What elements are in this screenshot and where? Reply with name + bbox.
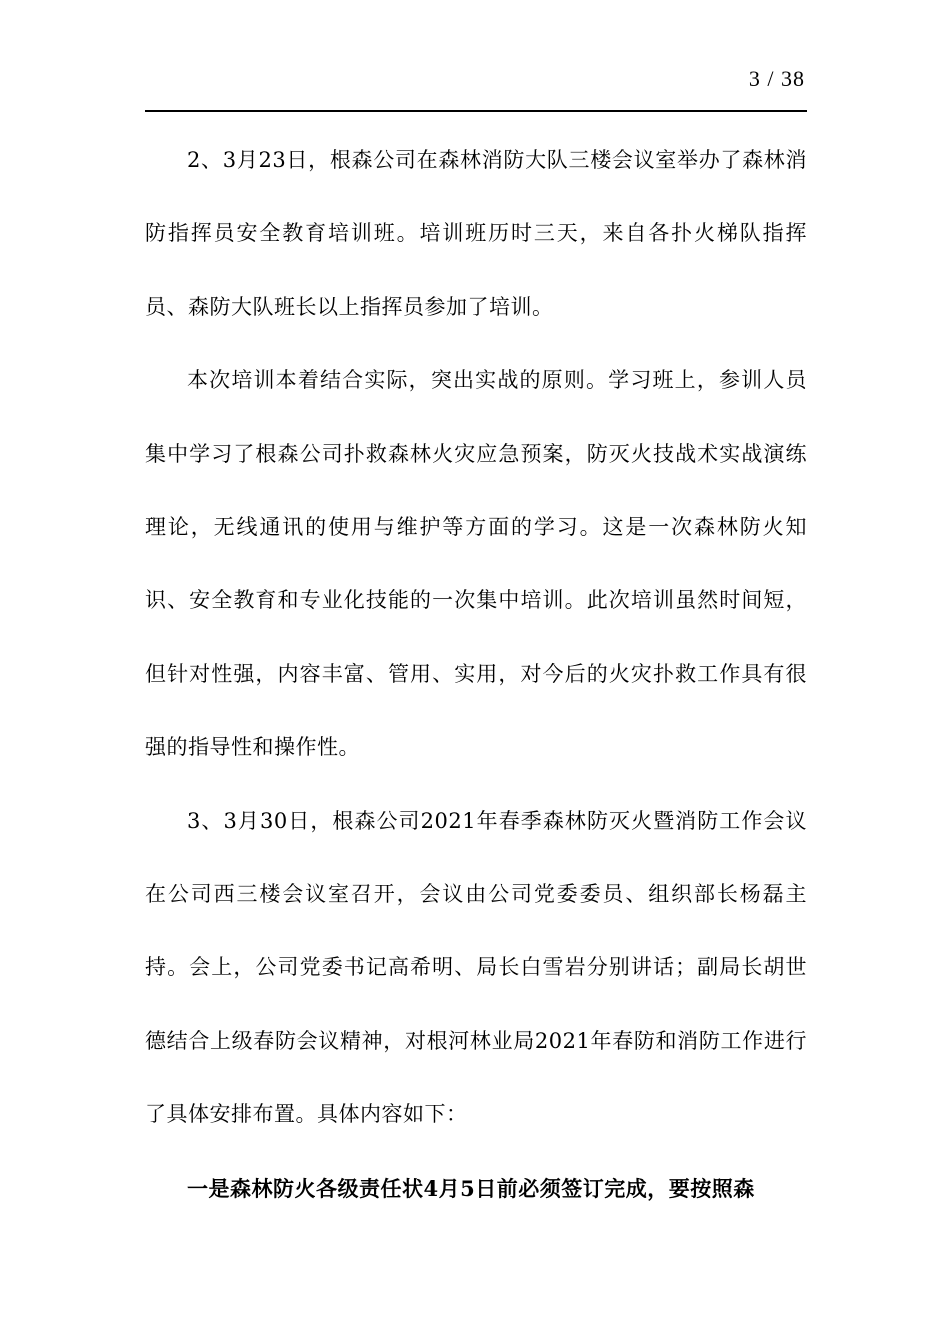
paragraph-training-class: 2、3月23日，根森公司在森林消防大队三楼会议室举办了森林消防指挥员安全教育培训班。培训班历时三天，来自各扑火梯队指挥员、森防大队班长以上指挥员参加了培训。 bbox=[145, 148, 807, 319]
paragraph-training-content: 本次培训本着结合实际，突出实战的原则。学习班上，参训人员集中学习了根森公司扑救森林火灾应急预案，防灭火技战术实战演练理论，无线通讯的使用与维护等方面的学习。这是一次森林防火知识、安全教育和专业化技能的一次集中培训。此次培训虽然时间短，但针对性强，内容丰富、管用、实用，对今后的火灾扑救工作具有很强的指导性和操作性。 bbox=[145, 368, 807, 760]
page-number: 3 / 38 bbox=[748, 66, 805, 91]
document-body bbox=[145, 124, 807, 1225]
paragraph-item-one: 一是森林防火各级责任状4月5日前必须签订完成，要按照森 bbox=[187, 1175, 755, 1201]
paragraph-spring-meeting: 3、3月30日，根森公司2021年春季森林防灭火暨消防工作会议在公司西三楼会议室召开，会议由公司党委委员、组织部长杨磊主持。会上，公司党委书记高希明、局长白雪岩分别讲话；副局长胡世德结合上级春防会议精神，对根河林业局2021年春防和消防工作进行了具体安排布置。具体内容如下： bbox=[145, 808, 807, 1127]
header-divider bbox=[145, 110, 807, 112]
